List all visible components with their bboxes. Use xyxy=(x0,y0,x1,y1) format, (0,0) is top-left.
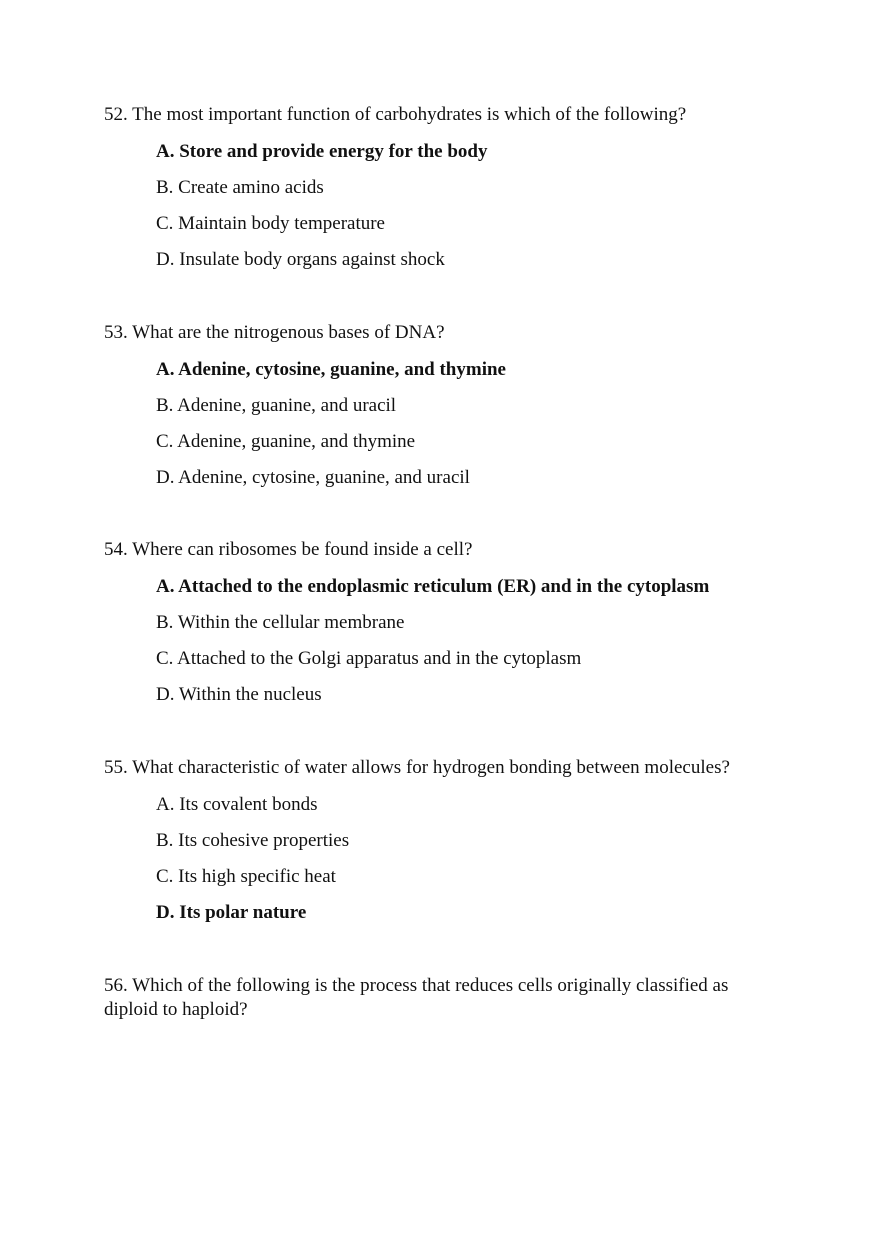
option-d: D. Insulate body organs against shock xyxy=(156,249,445,270)
option-b: B. Create amino acids xyxy=(156,177,324,198)
option-d: D. Within the nucleus xyxy=(156,684,322,705)
question-56 xyxy=(104,974,784,1022)
option-b: B. Adenine, guanine, and uracil xyxy=(156,395,397,416)
question-52 xyxy=(104,103,784,270)
question-text: 56. Which of the following is the process that reduces cells originally classified as diploid to haploid? xyxy=(104,975,729,1020)
question-text: 54. Where can ribosomes be found inside a cell? xyxy=(104,539,473,560)
question-text: 52. The most important function of carbohydrates is which of the following? xyxy=(104,104,687,125)
option-d: D. Adenine, cytosine, guanine, and uracil xyxy=(156,467,470,488)
option-a: A. Adenine, cytosine, guanine, and thymine xyxy=(156,359,506,380)
option-a: A. Store and provide energy for the body xyxy=(156,141,488,162)
option-b: B. Its cohesive properties xyxy=(156,830,350,851)
question-53 xyxy=(104,321,784,488)
option-a: A. Attached to the endoplasmic reticulum (ER) and in the cytoplasm xyxy=(156,576,710,597)
option-a: A. Its covalent bonds xyxy=(156,794,318,815)
option-c: C. Adenine, guanine, and thymine xyxy=(156,431,416,452)
option-b: B. Within the cellular membrane xyxy=(156,612,405,633)
question-54 xyxy=(104,538,784,705)
option-c: C. Attached to the Golgi apparatus and in the cytoplasm xyxy=(156,648,582,669)
question-text: 55. What characteristic of water allows for hydrogen bonding between molecules? xyxy=(104,757,730,778)
question-55 xyxy=(104,756,784,923)
option-d: D. Its polar nature xyxy=(156,902,307,923)
option-c: C. Its high specific heat xyxy=(156,866,336,887)
question-text: 53. What are the nitrogenous bases of DNA? xyxy=(104,322,445,343)
option-c: C. Maintain body temperature xyxy=(156,213,385,234)
